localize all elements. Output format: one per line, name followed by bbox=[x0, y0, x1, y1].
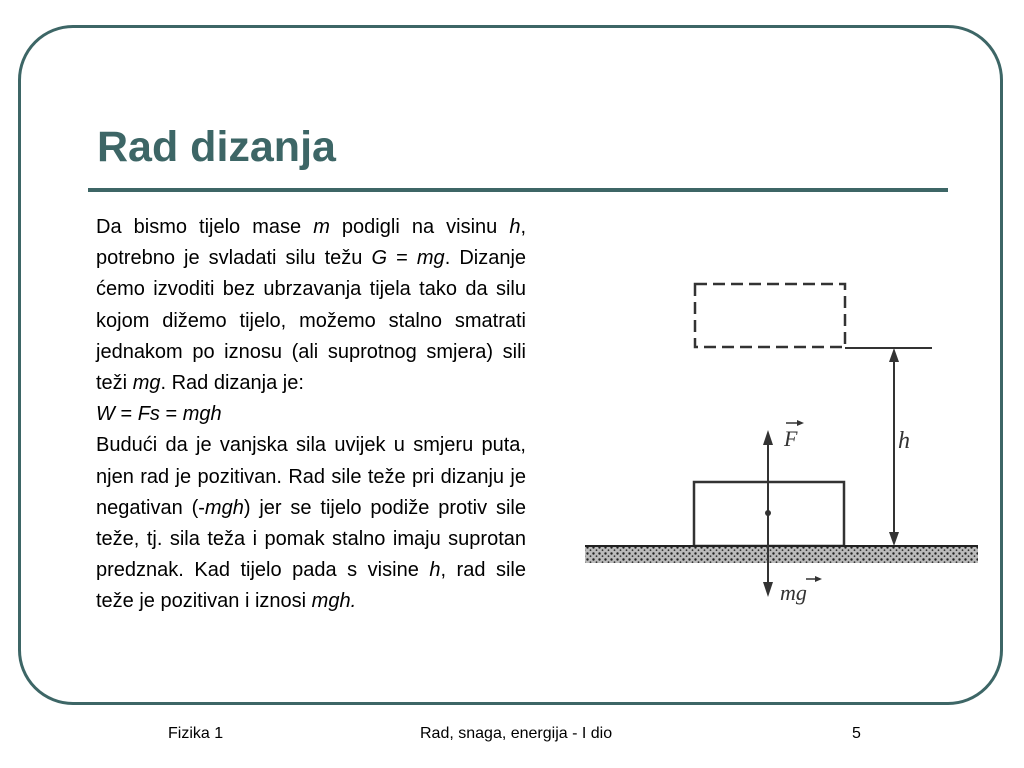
paragraph-explanation: Budući da je vanjska sila uvijek u smjeru puta, njen rad je pozitivan. Rad sile teže pri dizanju je negativan (-mgh) jer se tijelo podiže protiv sile teže, tj. sila teža i pomak stalno imaju suprotan predznak. Kad tijelo pada s visine h, rad sile teže je pozitivan i iznosi mgh. bbox=[96, 434, 526, 613]
slide-title: Rad dizanja bbox=[97, 123, 336, 171]
height-label: h bbox=[898, 428, 910, 454]
force-vector-bar-head bbox=[797, 420, 804, 426]
force-arrow-head bbox=[763, 430, 773, 445]
footer-course: Fizika 1 bbox=[168, 725, 224, 742]
paragraph-intro: Da bismo tijelo mase m podigli na visinu h, potrebno je svladati silu težu G = mg. Dizanje ćemo izvoditi bez ubrzavanja tijela tako da silu kojom dižemo tijelo, možemo stalno smatrati jednakom po iznosu (ali suprotnog smjera) sili teži mg. Rad dizanja je: bbox=[96, 216, 527, 395]
title-underline bbox=[88, 188, 948, 192]
raised-box-outline bbox=[695, 284, 845, 347]
ground-surface bbox=[585, 546, 978, 563]
weight-vector-bar-head bbox=[815, 576, 822, 582]
weight-arrow-head bbox=[763, 582, 773, 597]
weight-label: mg bbox=[780, 580, 807, 605]
footer-page-number: 5 bbox=[852, 725, 861, 742]
slide-body bbox=[96, 212, 526, 618]
work-formula: W = Fs = mgh bbox=[96, 403, 222, 426]
height-arrow-top-head bbox=[889, 348, 899, 362]
lifting-diagram bbox=[580, 270, 980, 615]
height-arrow-bottom-head bbox=[889, 532, 899, 546]
force-label: F bbox=[784, 426, 798, 451]
footer-topic: Rad, snaga, energija - I dio bbox=[420, 725, 613, 742]
